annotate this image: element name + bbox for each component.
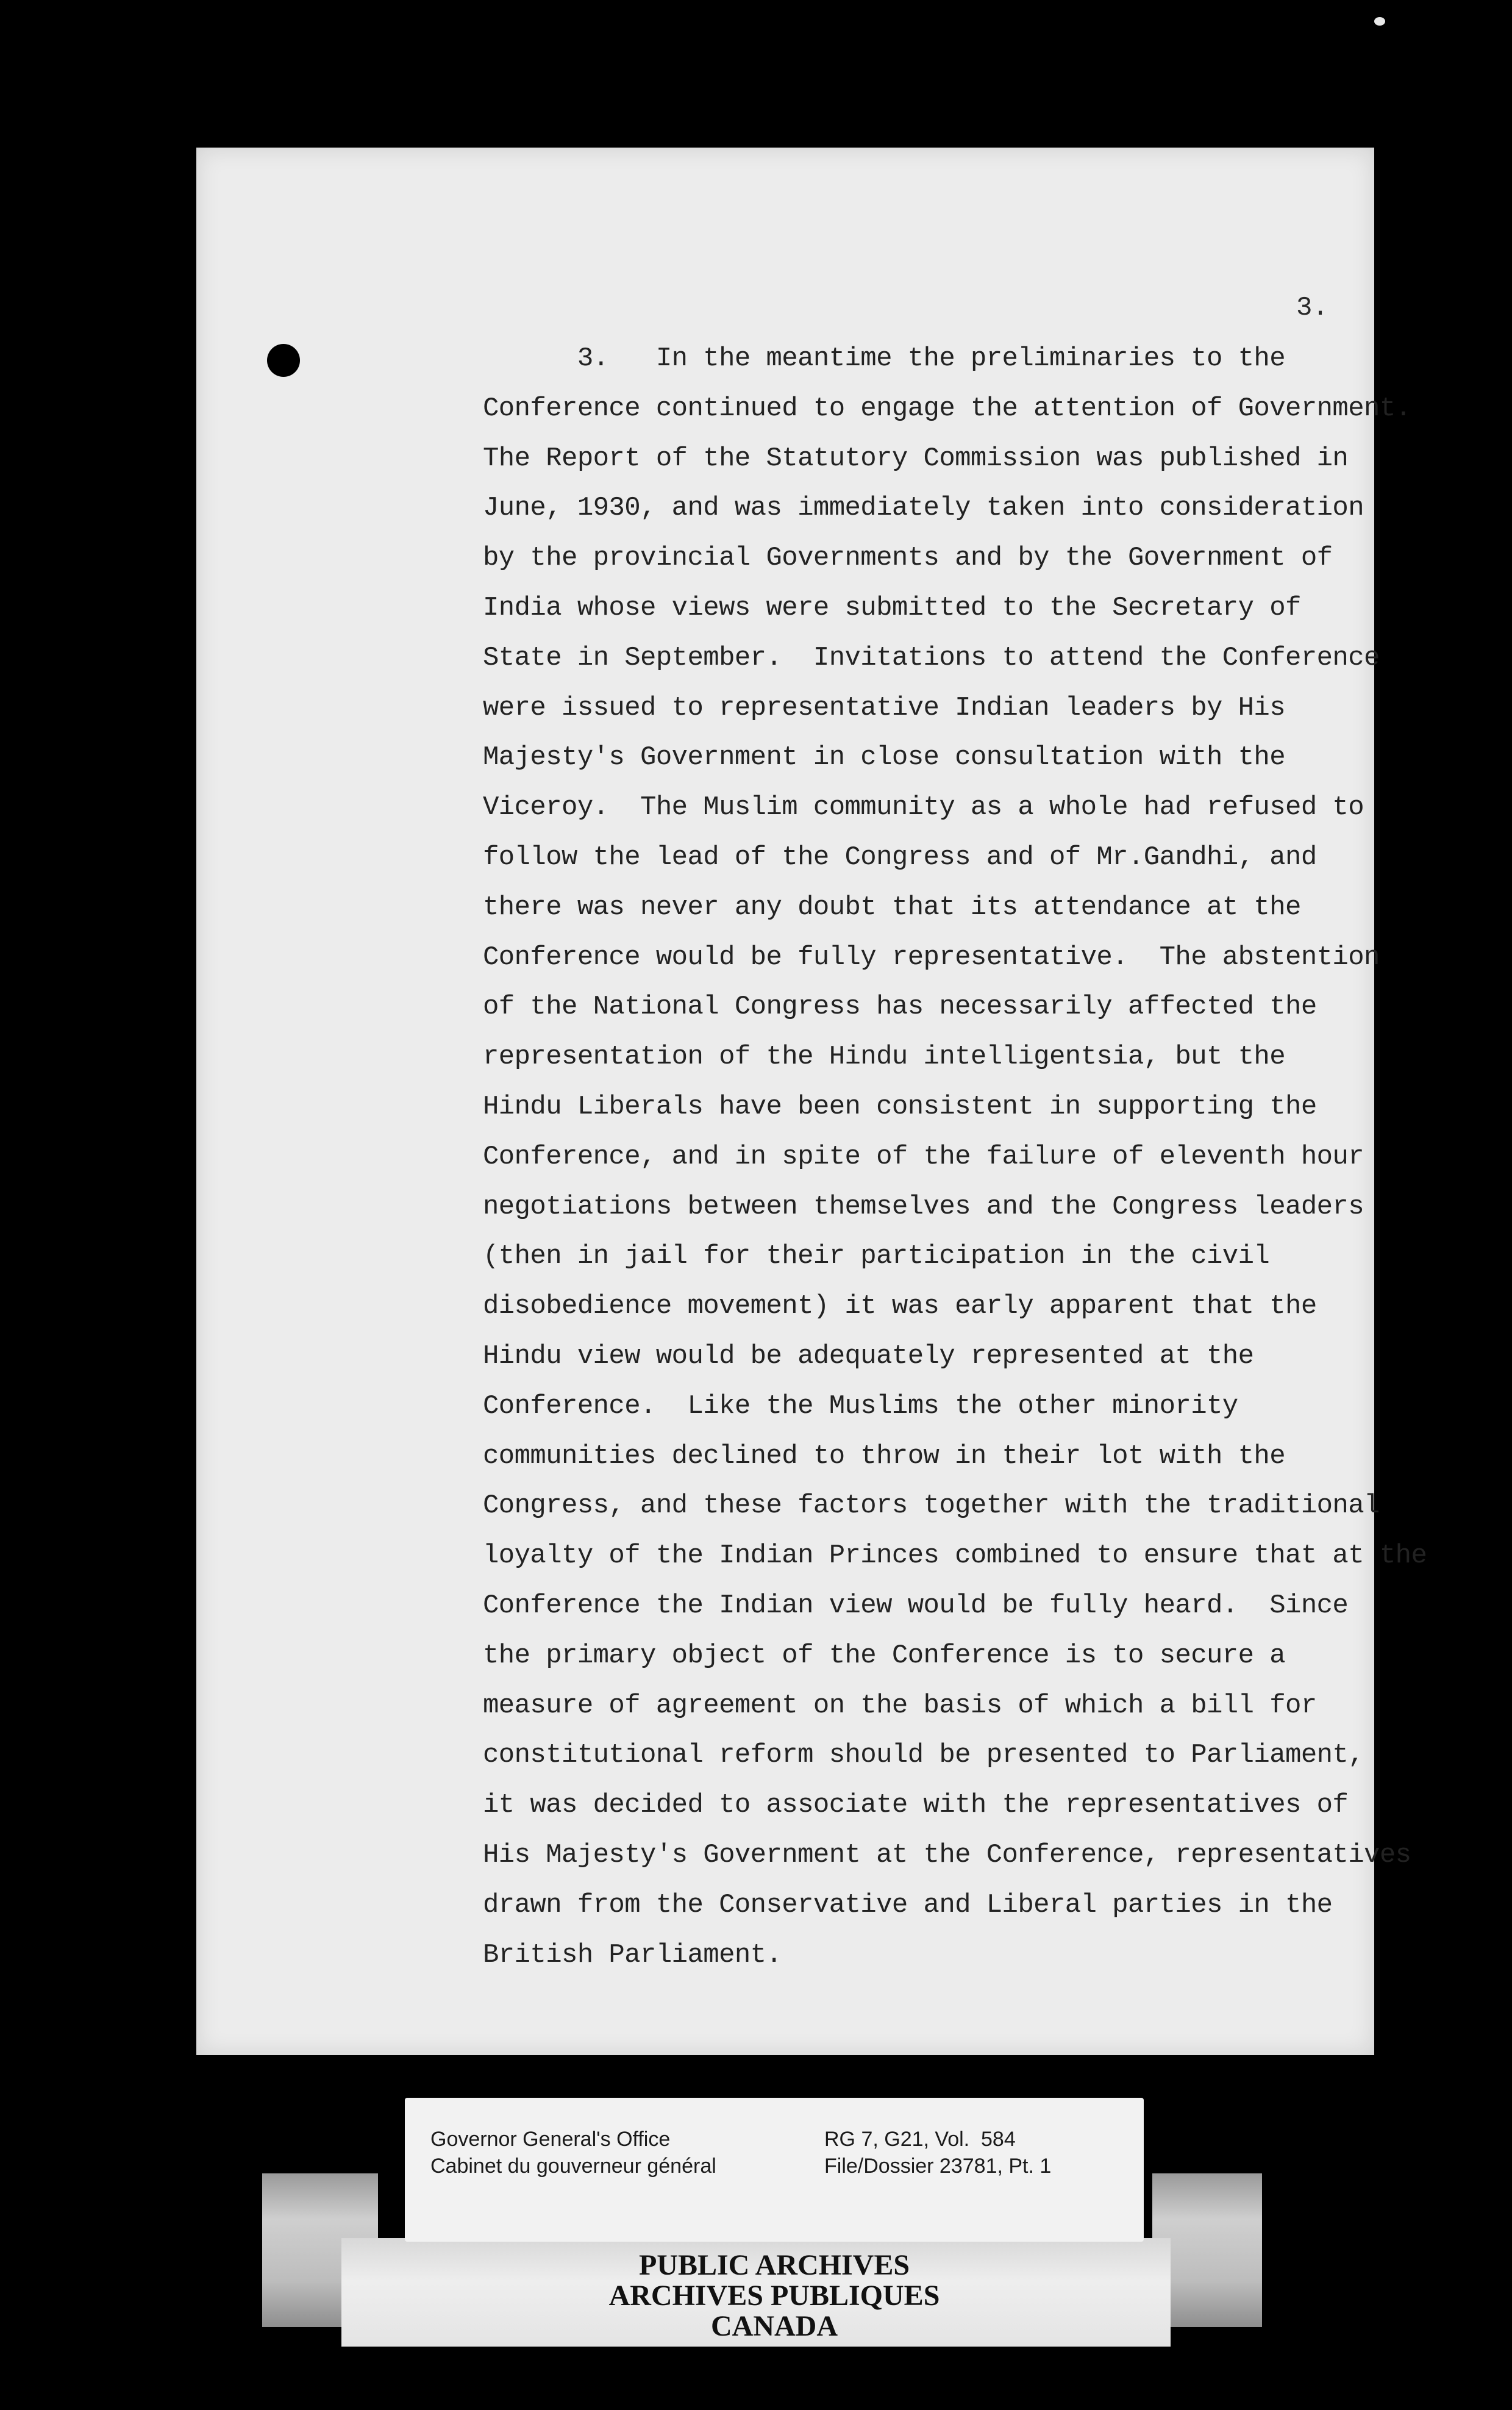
text-line: there was never any doubt that its attendance at the xyxy=(483,892,1301,923)
archive-label-reference xyxy=(824,2126,1051,2179)
text-line: Congress, and these factors together with the traditional xyxy=(483,1490,1380,1521)
text-line: representation of the Hindu intelligentsia, but the xyxy=(483,1042,1286,1073)
text-line: His Majesty's Government at the Conference, representatives xyxy=(483,1839,1411,1870)
text-line: constitutional reform should be presented to Parliament, xyxy=(483,1740,1364,1771)
text-line: by the provincial Governments and by the Government of xyxy=(483,543,1333,574)
text-line: disobedience movement) it was early apparent that the xyxy=(483,1291,1317,1322)
typed-paragraph xyxy=(483,334,1427,1980)
text-line: Conference the Indian view would be fully heard. Since xyxy=(483,1590,1349,1621)
archive-label-office-en: Governor General's Office xyxy=(430,2128,671,2151)
stamp-line-country: CANADA xyxy=(711,2310,838,2342)
text-line: Viceroy. The Muslim community as a whole had refused to xyxy=(483,792,1364,823)
text-line: The Report of the Statutory Commission was published in xyxy=(483,443,1349,474)
stamp-line-fr: ARCHIVES PUBLIQUES xyxy=(608,2279,940,2312)
text-line: it was decided to associate with the representatives of xyxy=(483,1790,1349,1821)
archive-label-record-group: RG 7, G21, Vol. 584 xyxy=(824,2128,1016,2151)
film-speck xyxy=(1374,17,1385,26)
punch-hole xyxy=(267,344,300,377)
text-line: communities declined to throw in their lot with the xyxy=(483,1440,1286,1471)
archive-label-office-fr: Cabinet du gouverneur général xyxy=(430,2154,716,2178)
text-line: 3. In the meantime the preliminaries to the xyxy=(483,343,1286,374)
text-line: June, 1930, and was immediately taken into consideration xyxy=(483,493,1364,524)
text-line: Conference, and in spite of the failure of eleventh hour xyxy=(483,1141,1364,1172)
text-line: British Parliament. xyxy=(483,1939,782,1970)
text-line: Conference. Like the Muslims the other minority xyxy=(483,1390,1238,1421)
text-line: (then in jail for their participation in the civil xyxy=(483,1241,1270,1272)
archive-label-card xyxy=(405,2098,1144,2242)
text-line: Hindu view would be adequately represented at the xyxy=(483,1340,1254,1371)
text-line: measure of agreement on the basis of which a bill for xyxy=(483,1690,1317,1721)
text-line: of the National Congress has necessarily affected the xyxy=(483,992,1317,1023)
page-number: 3. xyxy=(1296,293,1328,323)
text-line: Majesty's Government in close consultation with the xyxy=(483,742,1286,773)
text-line: drawn from the Conservative and Liberal parties in the xyxy=(483,1889,1333,1920)
text-line: were issued to representative Indian leaders by His xyxy=(483,692,1286,723)
archive-label-file: File/Dossier 23781, Pt. 1 xyxy=(824,2154,1052,2178)
text-line: loyalty of the Indian Princes combined to ensure that at the xyxy=(483,1540,1427,1572)
text-line: follow the lead of the Congress and of Mr.Gandhi, and xyxy=(483,842,1317,873)
text-line: State in September. Invitations to attend the Conference xyxy=(483,642,1380,673)
text-line: negotiations between themselves and the Congress leaders xyxy=(483,1191,1364,1222)
text-line: Hindu Liberals have been consistent in supporting the xyxy=(483,1091,1317,1122)
public-archives-stamp xyxy=(405,2250,1144,2342)
text-line: Conference would be fully representative. The abstention xyxy=(483,942,1380,973)
text-line: Conference continued to engage the attention of Government. xyxy=(483,393,1411,424)
archive-label-office xyxy=(430,2126,716,2179)
stamp-line-en: PUBLIC ARCHIVES xyxy=(638,2249,910,2281)
text-line: the primary object of the Conference is to secure a xyxy=(483,1640,1286,1671)
text-line: India whose views were submitted to the Secretary of xyxy=(483,592,1301,623)
